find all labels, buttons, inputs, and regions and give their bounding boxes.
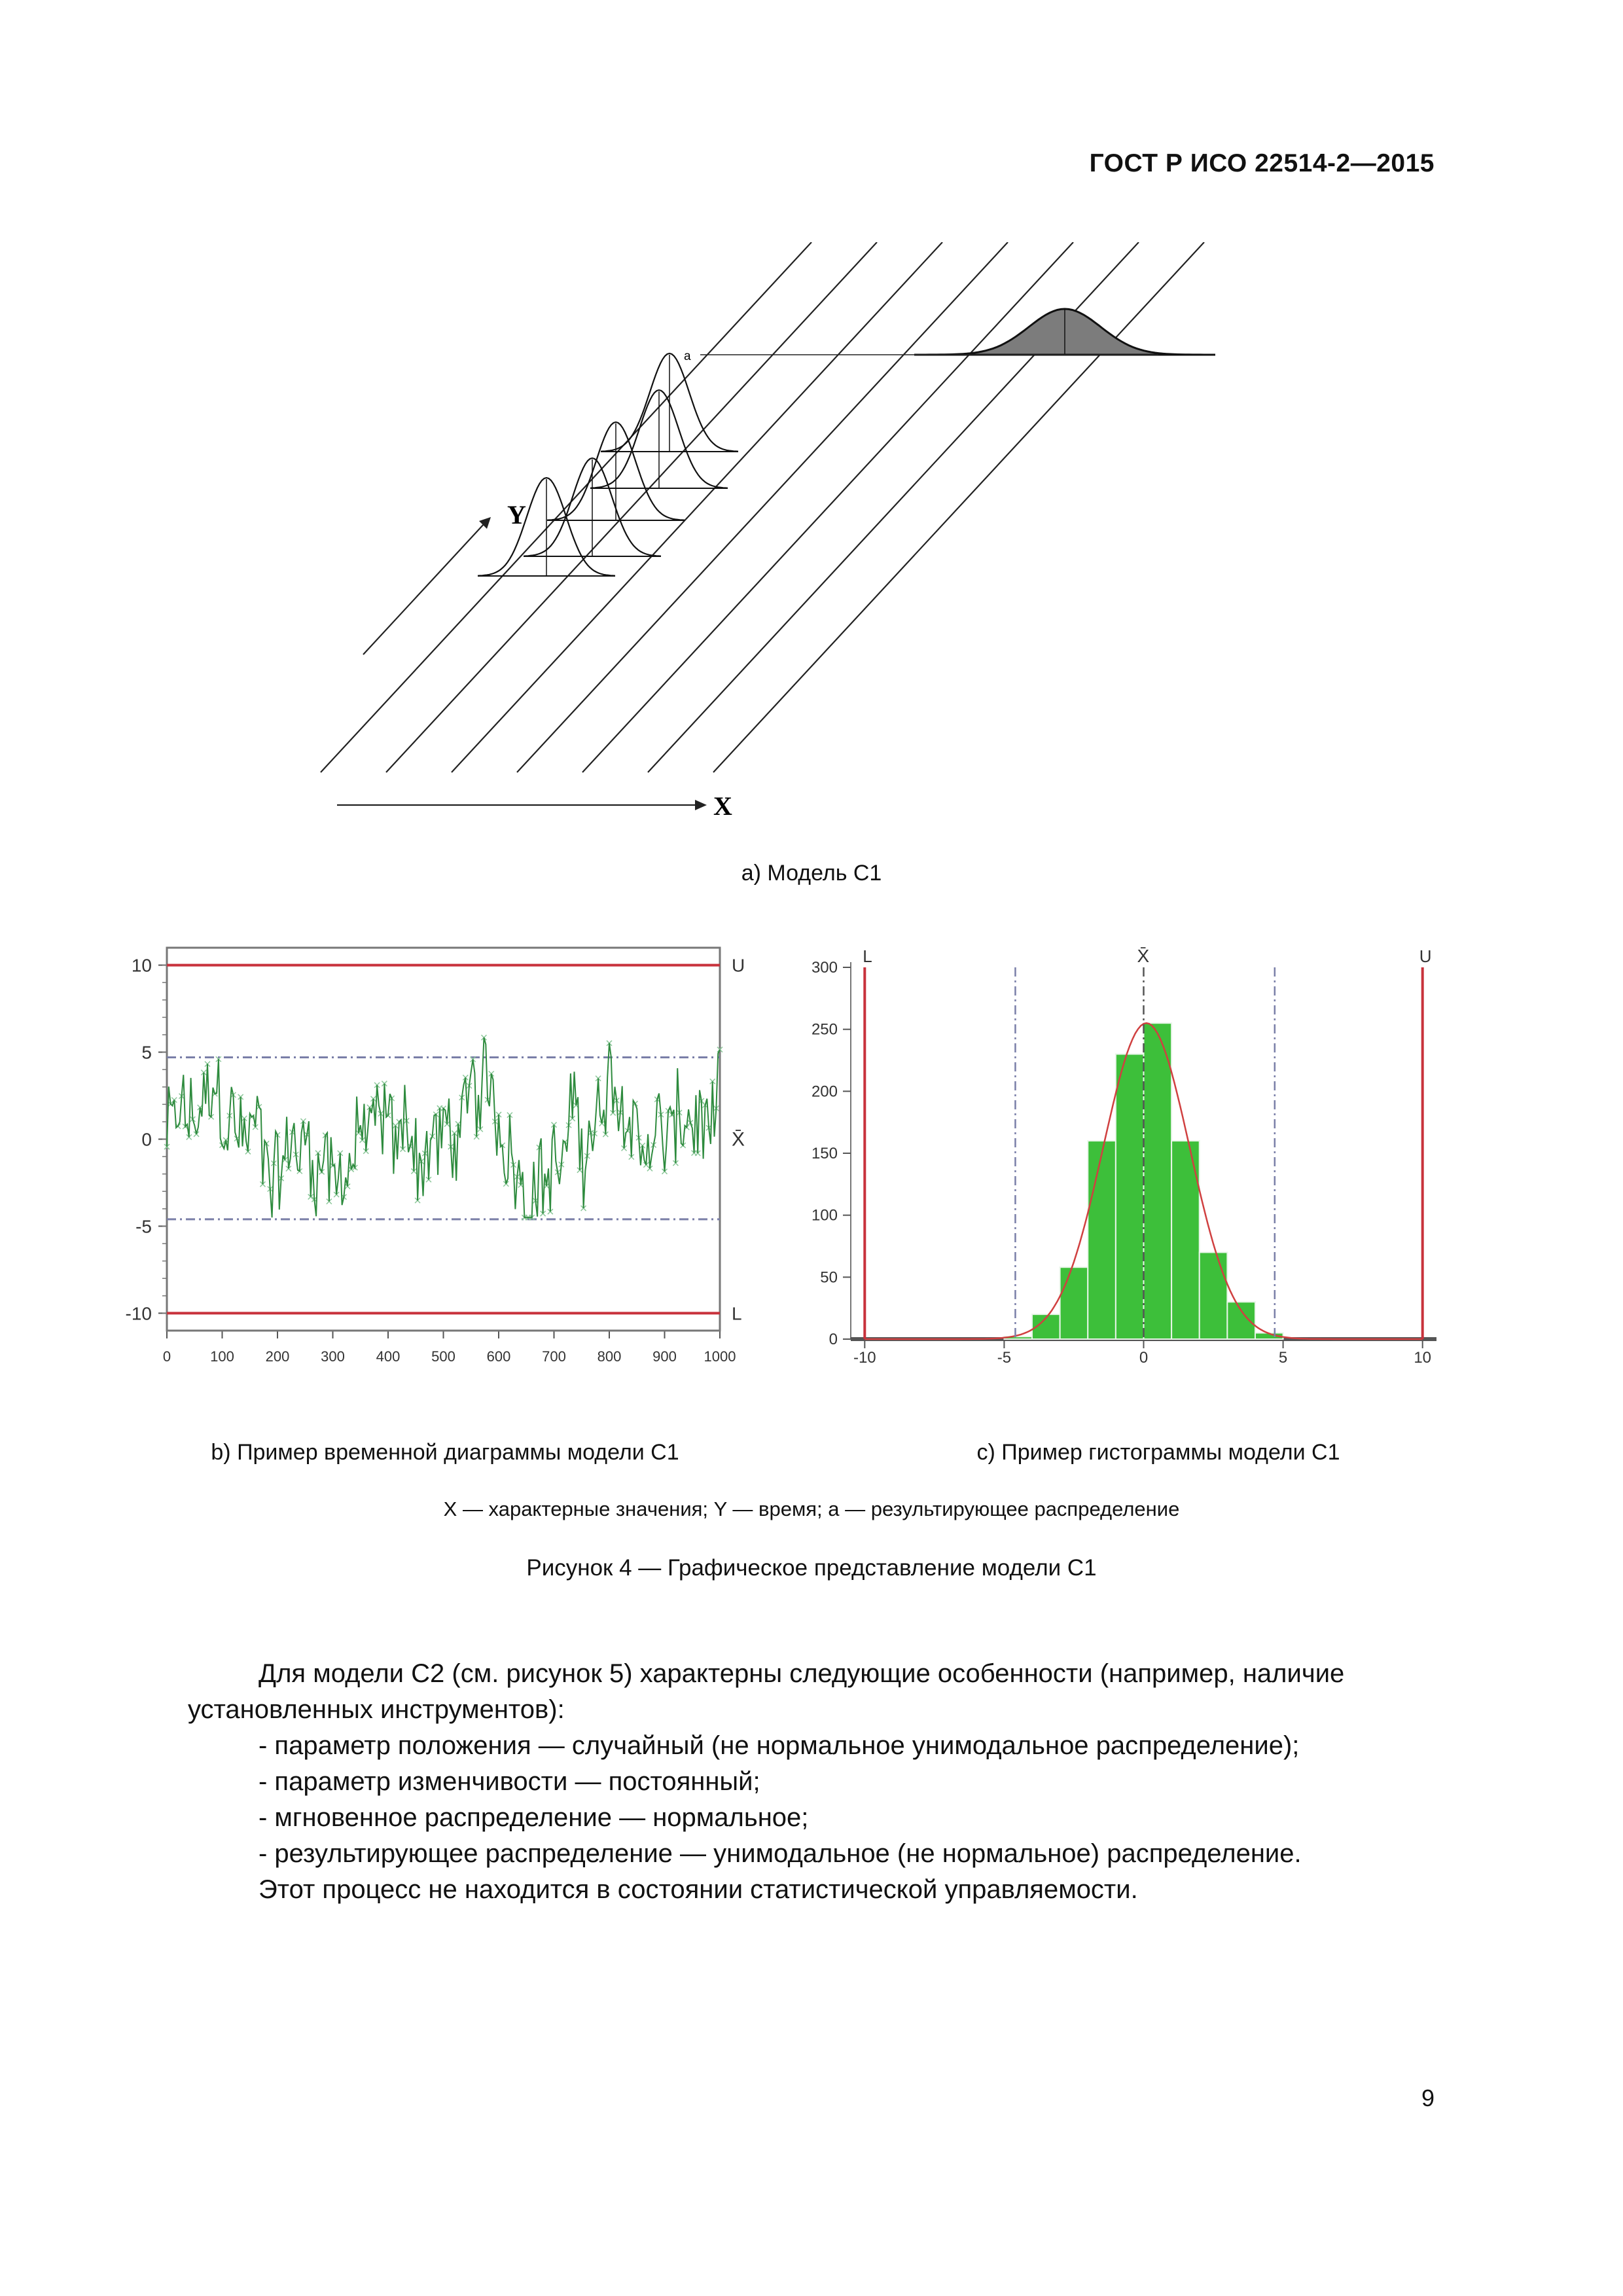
y-axis-label: Y xyxy=(507,500,526,529)
body-item: - параметр положения — случайный (не нормальное унимодальное распределение); xyxy=(259,1731,1300,1760)
histogram-bar xyxy=(1200,1252,1228,1339)
result-label: a xyxy=(684,350,691,363)
body-text xyxy=(188,1656,1444,1908)
x-axis-label: X xyxy=(713,791,732,821)
histogram-bar xyxy=(1227,1302,1255,1339)
histogram-chart xyxy=(782,942,1469,1414)
x-tick-label: 5 xyxy=(1278,1349,1288,1367)
x-tick-label: 500 xyxy=(431,1348,455,1365)
x-tick-label: 900 xyxy=(652,1348,677,1365)
histogram-bar xyxy=(1144,1023,1172,1339)
model-c1-diagram xyxy=(308,242,1289,831)
body-conclusion: Этот процесс не находится в состоянии статистической управляемости. xyxy=(259,1875,1138,1904)
caption-figure-b: b) Пример временной диаграммы модели С1 xyxy=(211,1440,679,1465)
series-line xyxy=(167,1037,720,1217)
y-tick-label: 100 xyxy=(811,1206,838,1225)
body-item: - параметр изменчивости — постоянный; xyxy=(259,1767,760,1796)
limit-label-l: L xyxy=(732,1303,742,1324)
caption-figure-c: с) Пример гистограммы модели С1 xyxy=(976,1440,1340,1465)
mean-label: X̄ xyxy=(732,1128,745,1151)
body-item: - результирующее распределение — унимодальное (не нормальное) распределение. xyxy=(259,1839,1302,1868)
x-tick-label: 400 xyxy=(376,1348,401,1365)
document-header: ГОСТ Р ИСО 22514-2—2015 xyxy=(1089,149,1435,177)
body-item: - мгновенное распределение — нормальное; xyxy=(259,1803,809,1832)
page-number: 9 xyxy=(1421,2085,1435,2111)
x-tick-label: 300 xyxy=(321,1348,345,1365)
x-tick-label: -5 xyxy=(997,1349,1012,1367)
y-tick-label: 0 xyxy=(829,1331,838,1348)
x-tick-label: 100 xyxy=(210,1348,234,1365)
x-tick-label: 200 xyxy=(265,1348,290,1365)
run-chart xyxy=(111,942,766,1414)
x-tick-label: 800 xyxy=(597,1348,622,1365)
x-tick-label: 0 xyxy=(1139,1349,1149,1367)
x-tick-label: 700 xyxy=(542,1348,566,1365)
x-tick-label: 600 xyxy=(486,1348,511,1365)
limit-label-l: L xyxy=(863,946,872,966)
y-axis-arrow xyxy=(363,524,484,655)
histogram-bar xyxy=(1116,1054,1144,1339)
distribution-curves xyxy=(478,309,1215,576)
y-tick-label: -5 xyxy=(135,1216,152,1237)
x-tick-label: 1000 xyxy=(704,1348,736,1365)
histogram-bar xyxy=(1088,1141,1116,1339)
figure-legend: X — характерные значения; Y — время; а — результирующее распределение xyxy=(443,1498,1180,1520)
figure-title: Рисунок 4 — Графическое представление модели С1 xyxy=(526,1555,1097,1581)
y-tick-label: 200 xyxy=(811,1083,838,1101)
y-tick-label: 250 xyxy=(811,1020,838,1039)
y-tick-label: 0 xyxy=(141,1129,152,1150)
x-tick-label: -10 xyxy=(853,1349,876,1367)
y-tick-label: 10 xyxy=(131,955,152,976)
x-arrow-head xyxy=(695,800,707,810)
body-intro: Для модели С2 (см. рисунок 5) характерны следующие особенности (например, наличие установленных инструментов): xyxy=(188,1659,1345,1724)
y-tick-label: 150 xyxy=(811,1145,838,1162)
x-tick-label: 0 xyxy=(162,1348,171,1365)
limit-label-u: U xyxy=(732,955,745,976)
caption-figure-a: а) Модель С1 xyxy=(741,861,882,886)
y-tick-label: 300 xyxy=(811,959,838,977)
mean-label: X̄ xyxy=(1137,946,1150,966)
x-tick-label: 10 xyxy=(1414,1349,1432,1367)
limit-label-u: U xyxy=(1419,946,1432,966)
y-tick-label: 5 xyxy=(141,1042,152,1063)
histogram-bar xyxy=(1060,1267,1088,1339)
y-tick-label: -10 xyxy=(125,1303,152,1324)
y-tick-label: 50 xyxy=(820,1268,838,1287)
